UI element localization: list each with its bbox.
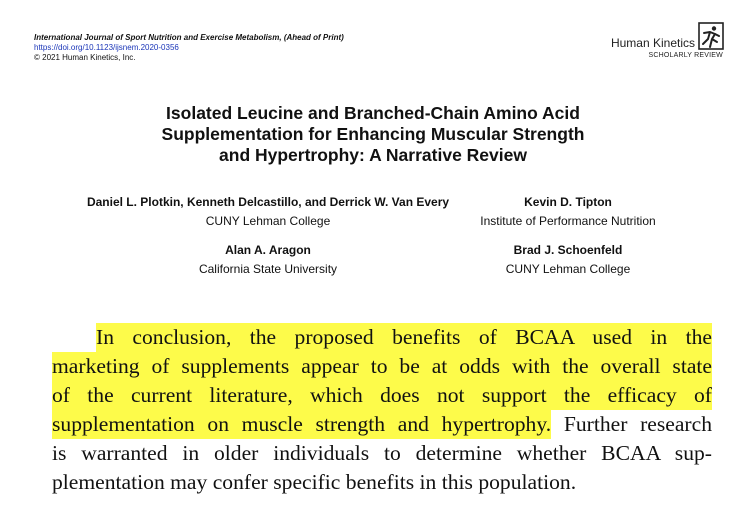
publisher-name: Human Kinetics xyxy=(610,36,695,50)
author-affiliation: CUNY Lehman College xyxy=(505,262,631,276)
highlighted-text: supplementation on muscle strength and hypertrophy. xyxy=(52,410,551,439)
title-line: Supplementation for Enhancing Muscular Strength xyxy=(161,124,585,144)
author-group-2 xyxy=(478,193,658,231)
conclusion-line xyxy=(52,410,712,439)
conclusion-paragraph xyxy=(52,323,712,497)
highlighted-text: of the current literature, which does not support the efficacy of xyxy=(52,381,712,410)
conclusion-line xyxy=(52,323,712,352)
conclusion-line xyxy=(52,352,712,381)
publisher-block xyxy=(611,22,724,59)
author-affiliation: California State University xyxy=(198,262,338,276)
author-name: Alan A. Aragon xyxy=(225,243,311,257)
copyright-notice: © 2021 Human Kinetics, Inc. xyxy=(34,53,136,62)
publisher-subtitle: SCHOLARLY REVIEW xyxy=(648,52,723,59)
title-line: and Hypertrophy: A Narrative Review xyxy=(219,145,527,165)
title-line: Isolated Leucine and Branched-Chain Amino Acid xyxy=(166,103,580,123)
conclusion-line: is warranted in older individuals to determine whether BCAA sup- xyxy=(52,441,712,465)
conclusion-line: plementation may confer specific benefits in this population. xyxy=(52,470,577,494)
highlighted-text: marketing of supplements appear to be at odds with the overall state xyxy=(52,352,712,381)
author-name: Brad J. Schoenfeld xyxy=(513,243,623,257)
article-title xyxy=(60,103,686,166)
doi-link[interactable]: https://doi.org/10.1123/ijsnem.2020-0356 xyxy=(34,43,179,52)
author-affiliation: Institute of Performance Nutrition xyxy=(480,214,656,228)
journal-name: International Journal of Sport Nutrition and Exercise Metabolism, (Ahead of Print) xyxy=(34,33,344,42)
journal-header xyxy=(34,33,344,63)
author-name: Kevin D. Tipton xyxy=(524,195,612,209)
plain-text: Further research xyxy=(551,412,712,436)
author-name: Daniel L. Plotkin, Kenneth Delcastillo, and Derrick W. Van Every xyxy=(86,195,450,209)
author-affiliation: CUNY Lehman College xyxy=(205,214,331,228)
author-group-1 xyxy=(58,193,478,231)
conclusion-line xyxy=(52,381,712,410)
highlighted-text: In conclusion, the proposed benefits of BCAA used in the xyxy=(96,323,712,352)
author-group-4 xyxy=(478,241,658,279)
human-kinetics-logo-icon xyxy=(698,22,724,50)
author-group-3 xyxy=(168,241,368,279)
